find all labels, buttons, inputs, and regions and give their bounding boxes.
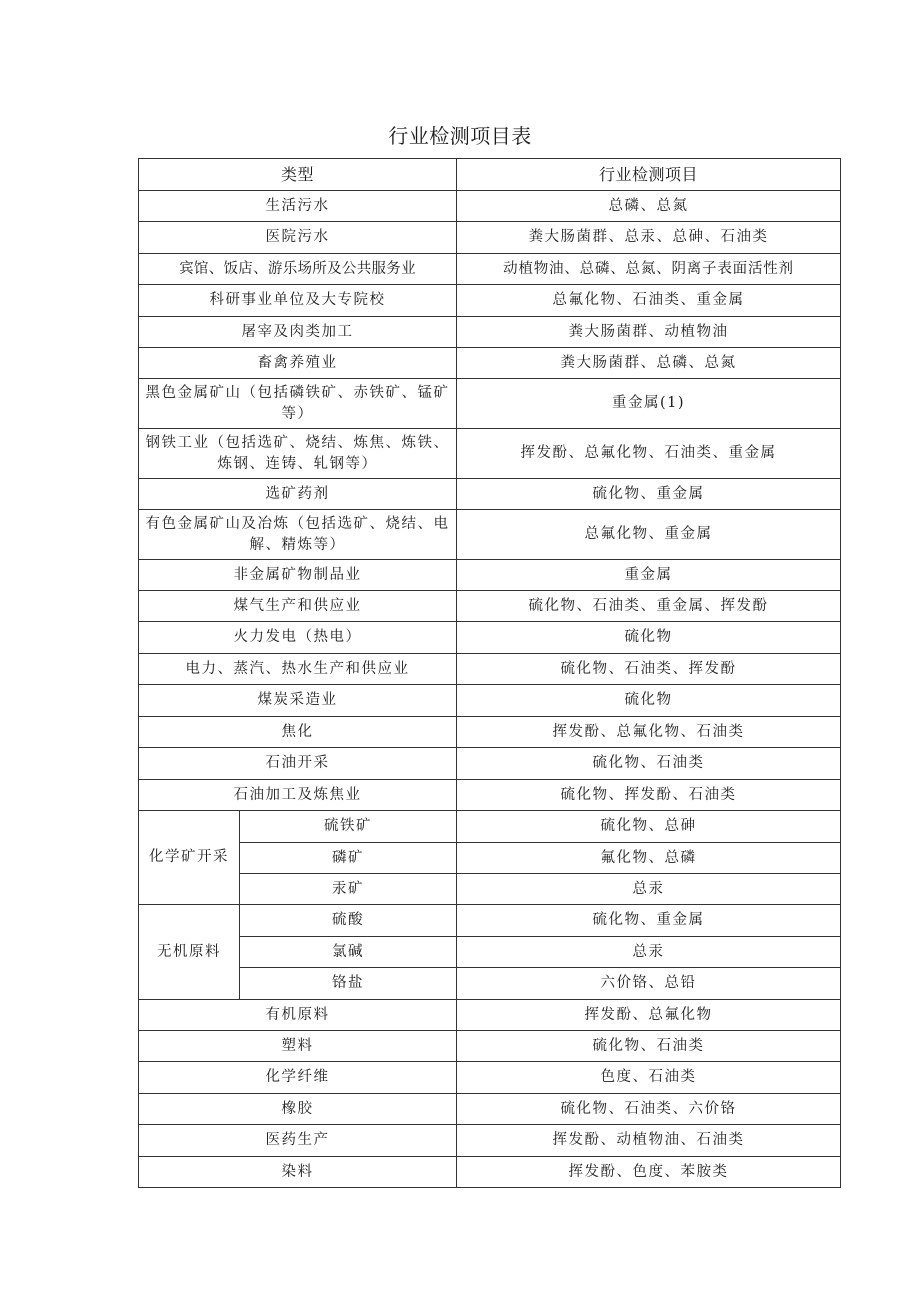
table-row	[139, 560, 841, 591]
row-items: 硫化物、挥发酚、石油类	[457, 780, 841, 811]
row-items: 硫化物、石油类、重金属、挥发酚	[457, 591, 841, 622]
row-items: 硫化物、石油类、挥发酚	[457, 654, 841, 685]
row-type: 电力、蒸汽、热水生产和供应业	[139, 654, 457, 685]
table-row	[139, 1062, 841, 1094]
table-row	[139, 811, 841, 843]
header-items: 行业检测项目	[457, 159, 841, 191]
row-items: 总汞	[457, 937, 841, 968]
row-items: 总磷、总氮	[457, 191, 841, 222]
sub-type: 铬盐	[240, 968, 457, 1000]
row-items: 总汞	[457, 874, 841, 905]
row-type: 焦化	[139, 717, 457, 748]
table-row	[139, 348, 841, 379]
row-type: 火力发电（热电）	[139, 622, 457, 654]
row-type: 橡胶	[139, 1094, 457, 1125]
row-type: 煤炭采造业	[139, 685, 457, 717]
row-items: 硫化物、总砷	[457, 811, 841, 843]
table-row	[139, 1094, 841, 1125]
row-items: 色度、石油类	[457, 1062, 841, 1094]
row-type: 塑料	[139, 1031, 457, 1062]
row-items: 总氟化物、石油类、重金属	[457, 285, 841, 317]
table-row	[139, 1125, 841, 1157]
table-row	[139, 685, 841, 717]
header-type: 类型	[139, 159, 457, 191]
table-row	[139, 654, 841, 685]
table-row	[139, 622, 841, 654]
table-row	[139, 379, 841, 429]
row-items: 挥发酚、总氟化物、石油类、重金属	[457, 429, 841, 479]
row-items: 硫化物、重金属	[457, 905, 841, 937]
table-row	[139, 285, 841, 317]
table-row	[139, 254, 841, 285]
row-items: 硫化物、石油类、六价铬	[457, 1094, 841, 1125]
row-items: 粪大肠菌群、动植物油	[457, 317, 841, 348]
row-items: 总氟化物、重金属	[457, 510, 841, 560]
table-row	[139, 479, 841, 510]
row-items: 硫化物、石油类	[457, 748, 841, 780]
table-row	[139, 591, 841, 622]
row-items: 硫化物、石油类	[457, 1031, 841, 1062]
row-items: 硫化物	[457, 685, 841, 717]
row-type: 石油加工及炼焦业	[139, 780, 457, 811]
row-type: 有机原料	[139, 1000, 457, 1031]
table-row	[139, 717, 841, 748]
row-items: 动植物油、总磷、总氮、阴离子表面活性剂	[457, 254, 841, 285]
row-items: 氟化物、总磷	[457, 843, 841, 874]
row-type: 生活污水	[139, 191, 457, 222]
table-row	[139, 429, 841, 479]
row-items: 挥发酚、总氟化物	[457, 1000, 841, 1031]
table-row	[139, 937, 841, 968]
table-row	[139, 1000, 841, 1031]
industry-table	[138, 158, 841, 1188]
row-type: 石油开采	[139, 748, 457, 780]
row-type: 医院污水	[139, 222, 457, 254]
row-type: 钢铁工业（包括选矿、烧结、炼焦、炼铁、炼钢、连铸、轧钢等）	[139, 429, 457, 479]
row-type: 非金属矿物制品业	[139, 560, 457, 591]
row-items: 重金属	[457, 560, 841, 591]
row-items: 硫化物	[457, 622, 841, 654]
row-items: 硫化物、重金属	[457, 479, 841, 510]
row-items: 六价铬、总铅	[457, 968, 841, 1000]
row-items: 重金属(1)	[457, 379, 841, 429]
row-type: 科研事业单位及大专院校	[139, 285, 457, 317]
sub-type: 硫酸	[240, 905, 457, 937]
table-row	[139, 317, 841, 348]
row-type: 屠宰及肉类加工	[139, 317, 457, 348]
row-type: 选矿药剂	[139, 479, 457, 510]
table-row	[139, 748, 841, 780]
table-row	[139, 780, 841, 811]
table-body	[139, 159, 841, 1188]
row-type: 染料	[139, 1157, 457, 1188]
group-label: 化学矿开采	[139, 811, 240, 905]
sub-type: 磷矿	[240, 843, 457, 874]
row-type: 医药生产	[139, 1125, 457, 1157]
row-items: 粪大肠菌群、总磷、总氮	[457, 348, 841, 379]
table-row	[139, 222, 841, 254]
sub-type: 汞矿	[240, 874, 457, 905]
group-label: 无机原料	[139, 905, 240, 1000]
table-row	[139, 1157, 841, 1188]
row-items: 挥发酚、总氟化物、石油类	[457, 717, 841, 748]
table-row	[139, 843, 841, 874]
row-type: 煤气生产和供应业	[139, 591, 457, 622]
row-items: 粪大肠菌群、总汞、总砷、石油类	[457, 222, 841, 254]
sub-type: 氯碱	[240, 937, 457, 968]
sub-type: 硫铁矿	[240, 811, 457, 843]
page-title: 行业检测项目表	[388, 124, 532, 148]
table-row	[139, 1031, 841, 1062]
table-row	[139, 968, 841, 1000]
row-type: 黑色金属矿山（包括磷铁矿、赤铁矿、锰矿等）	[139, 379, 457, 429]
table-row	[139, 510, 841, 560]
table-header-row	[139, 159, 841, 191]
row-type: 化学纤维	[139, 1062, 457, 1094]
table-row	[139, 191, 841, 222]
row-items: 挥发酚、动植物油、石油类	[457, 1125, 841, 1157]
row-type: 畜禽养殖业	[139, 348, 457, 379]
table-row	[139, 874, 841, 905]
table-row	[139, 905, 841, 937]
row-items: 挥发酚、色度、苯胺类	[457, 1157, 841, 1188]
row-type: 有色金属矿山及冶炼（包括选矿、烧结、电解、精炼等）	[139, 510, 457, 560]
row-type: 宾馆、饭店、游乐场所及公共服务业	[139, 254, 457, 285]
